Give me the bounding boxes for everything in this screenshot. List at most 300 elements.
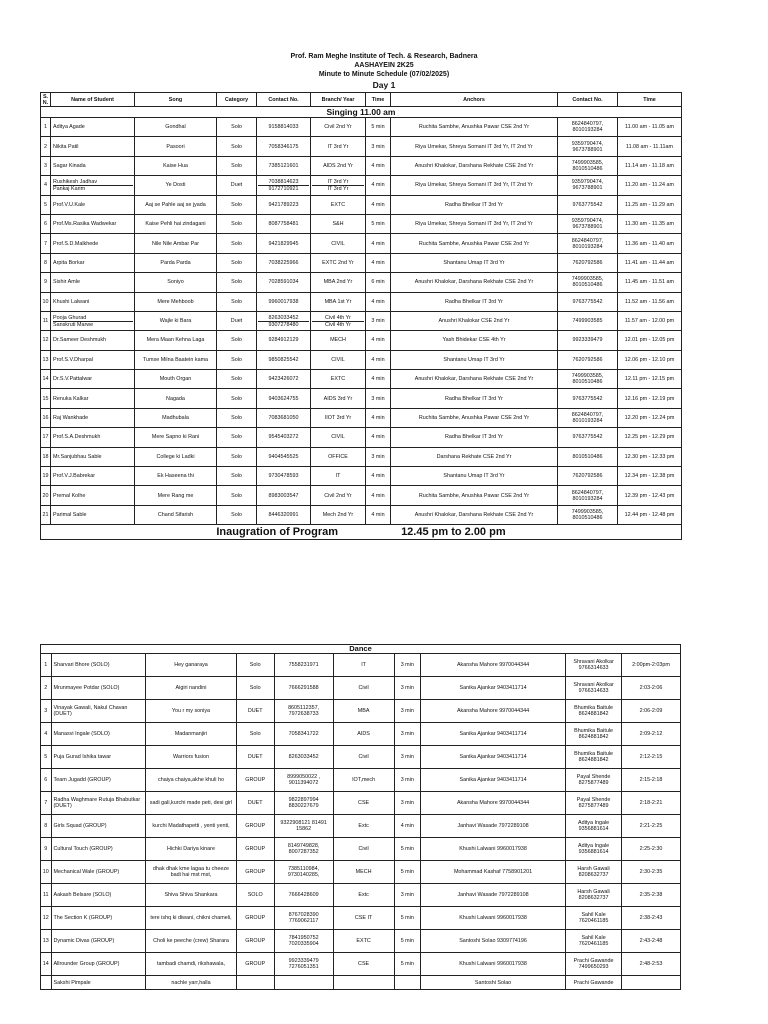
student-name: Nikita Patil — [51, 137, 135, 156]
student-name-line2: Sanskruti Marwe — [53, 321, 133, 328]
table-row — [41, 350, 682, 369]
contact-number: 7038225966 — [257, 253, 311, 272]
serial-number: 3 — [41, 156, 51, 175]
serial-number: 17 — [41, 428, 51, 447]
anchors: Riya Umekar, Shreya Somani IT 3rd Yr, IT 2nd Yr — [391, 176, 558, 195]
student-name: Mechanical Wale (GROUP) — [51, 861, 146, 884]
anchor-contact: Aditya Ingale 9356881614 — [566, 815, 622, 838]
anchors: Janhavi Wasade 7972289108 — [420, 815, 565, 838]
serial-number: 3 — [41, 700, 52, 723]
anchors: Khushi Lalwani 9960017938 — [420, 953, 565, 976]
category: Solo — [217, 273, 257, 292]
branch-year: Civil 2nd Yr — [311, 486, 366, 505]
category: Solo — [236, 723, 274, 746]
anchors: Ruchita Sambhe, Anushka Pawar CSE 2nd Yr — [391, 234, 558, 253]
contact-number: 7083681050 — [257, 408, 311, 427]
category: GROUP — [236, 907, 274, 930]
anchor-contact: 8624840797, 8010193284 — [558, 234, 618, 253]
table-row — [41, 838, 681, 861]
serial-number: 4 — [41, 176, 51, 195]
anchors: Radha Bhelkar IT 3rd Yr — [391, 292, 558, 311]
anchors: Sanika Ajankar 9403411714 — [420, 677, 565, 700]
anchor-contact: 8624840797, 8010193284 — [558, 408, 618, 427]
anchor-contact: 7620792586 — [558, 253, 618, 272]
contact-number: 9850825542 — [257, 350, 311, 369]
duration: 5 min — [394, 930, 420, 953]
anchor-contact: Prachi Gawande — [566, 976, 622, 990]
time-slot: 11.08 am - 11.11am — [618, 137, 682, 156]
anchor-contact: 8010510486 — [558, 447, 618, 466]
category: Solo — [217, 156, 257, 175]
branch-year: Civil — [333, 677, 394, 700]
branch-year-line2: Civil 4th Yr — [312, 321, 364, 328]
branch-year: MBA 2nd Yr — [311, 273, 366, 292]
time-slot: 11.52 am - 11.56 am — [618, 292, 682, 311]
time-slot: 12.25 pm - 12.29 pm — [618, 428, 682, 447]
anchors: Ruchita Sambhe, Anushka Pawar CSE 2nd Yr — [391, 118, 558, 137]
singing-schedule-table — [40, 92, 682, 540]
col-slot: Time — [618, 93, 682, 107]
category: Solo — [236, 677, 274, 700]
duration: 4 min — [366, 505, 391, 524]
student-name: Aditya Agade — [51, 118, 135, 137]
col-branch: Branch/ Year — [311, 93, 366, 107]
student-name: Arpita Borkar — [51, 253, 135, 272]
branch-year-line2: IT 3rd Yr — [312, 185, 364, 192]
col-category: Category — [217, 93, 257, 107]
anchors: Akansha Mahore 9970044344 — [420, 654, 565, 677]
col-sn: S. N. — [41, 93, 51, 107]
inauguration-label: Inaugration of Program — [216, 526, 338, 539]
song-title: College ki Ladki — [135, 447, 217, 466]
time-slot — [621, 976, 680, 990]
serial-number: 9 — [41, 273, 51, 292]
anchor-contact: 8624840797, 8010193284 — [558, 118, 618, 137]
anchor-contact: 7499903585, 8010510486 — [558, 370, 618, 389]
anchor-contact: 9359790474, 9673788901 — [558, 137, 618, 156]
duration: 5 min — [394, 953, 420, 976]
table-row — [41, 930, 681, 953]
time-slot: 2:35-2:38 — [621, 884, 680, 907]
branch-year: AIDS 2nd Yr — [311, 156, 366, 175]
category — [236, 976, 274, 990]
time-slot: 11.36 am - 11.40 am — [618, 234, 682, 253]
student-name: Team Jugadd (GROUP) — [51, 769, 146, 792]
category: DUET — [236, 746, 274, 769]
student-name: Parimal Sable — [51, 505, 135, 524]
student-name: Mr.Sanjubhau Sable — [51, 447, 135, 466]
student-name: Puja Gurad Ishika tawar — [51, 746, 146, 769]
table-row — [41, 907, 681, 930]
anchor-contact: 9763775542 — [558, 389, 618, 408]
category: Solo — [217, 408, 257, 427]
anchors: Shantanu Umap IT 3rd Yr — [391, 253, 558, 272]
duration: 3 min — [394, 677, 420, 700]
table-row — [41, 389, 682, 408]
table-row — [41, 861, 681, 884]
table-row — [41, 273, 682, 292]
anchor-contact: 9763775542 — [558, 428, 618, 447]
time-slot: 12.30 pm - 12.33 pm — [618, 447, 682, 466]
student-name: Allrounder Group (GROUP) — [51, 953, 146, 976]
serial-number: 14 — [41, 370, 51, 389]
branch-year-line1: IT 3rd Yr — [327, 178, 349, 185]
branch-year: IOT,mech — [333, 769, 394, 792]
contact-number: 7558231971 — [274, 654, 333, 677]
table-row — [41, 815, 681, 838]
student-name: Dr.S.V.Pattalwar — [51, 370, 135, 389]
table-header-row — [41, 93, 682, 107]
duration — [394, 976, 420, 990]
duration: 6 min — [366, 273, 391, 292]
time-slot: 12.20 pm - 12.24 pm — [618, 408, 682, 427]
table-row — [41, 118, 682, 137]
anchors: Darshana Rekhate CSE 2nd Yr — [391, 447, 558, 466]
contact-number: 9421829945 — [257, 234, 311, 253]
branch-year — [311, 311, 366, 330]
anchor-contact: 8624840797, 8010193284 — [558, 486, 618, 505]
duration: 4 min — [366, 428, 391, 447]
student-name-line2: Pankaj Karim — [53, 185, 133, 192]
contact-number: 9322908121 81491 15862 — [274, 815, 333, 838]
contact-number: 8263033452 — [274, 746, 333, 769]
branch-year-line1: Civil 4th Yr — [325, 314, 351, 321]
branch-year: AIDS — [333, 723, 394, 746]
branch-year — [333, 976, 394, 990]
anchors: Sanika Ajankar 9403411714 — [420, 746, 565, 769]
anchor-contact: Shravani Akolkar 9766314633 — [566, 677, 622, 700]
serial-number: 13 — [41, 350, 51, 369]
contact-number: 7841950752 7020335904 — [274, 930, 333, 953]
song-title: Hichki Dariya kinare — [146, 838, 237, 861]
contact-number — [257, 311, 311, 330]
student-name: Mrunmayee Potdar (SOLO) — [51, 677, 146, 700]
anchors: Khushi Lalwani 9960017938 — [420, 907, 565, 930]
duration: 3 min — [366, 137, 391, 156]
category: Solo — [217, 331, 257, 350]
branch-year: Mech 2nd Yr — [311, 505, 366, 524]
col-anchors: Anchors — [391, 93, 558, 107]
category: Solo — [236, 654, 274, 677]
table-row — [41, 505, 682, 524]
serial-number: 7 — [41, 234, 51, 253]
contact-number: 7058341722 — [274, 723, 333, 746]
serial-number: 14 — [41, 953, 52, 976]
song-title: tere ishq ki diwani, chikni chameli, — [146, 907, 237, 930]
table-row — [41, 654, 681, 677]
col-time: Time — [366, 93, 391, 107]
duration: 5 min — [394, 907, 420, 930]
student-name: Renuka Kalkar — [51, 389, 135, 408]
branch-year: MBA 1st Yr — [311, 292, 366, 311]
anchors: Sanika Ajankar 9403411714 — [420, 723, 565, 746]
song-title: Wajle ki Bara — [135, 311, 217, 330]
table-row — [41, 677, 681, 700]
anchor-contact: 9763775542 — [558, 195, 618, 214]
contact-number: 9158814033 — [257, 118, 311, 137]
contact-number: 8983003547 — [257, 486, 311, 505]
contact-number: 8999050022 , 9011394072 — [274, 769, 333, 792]
song-title: Aaj se Pahle aaj se jyada — [135, 195, 217, 214]
branch-year: IT 3rd Yr — [311, 137, 366, 156]
anchors: Anushri Khalokar CSE 2nd Yr — [391, 311, 558, 330]
table-row — [41, 331, 682, 350]
anchor-contact: Sahil Kale 7620461185 — [566, 930, 622, 953]
branch-year: Civil — [333, 746, 394, 769]
song-title: Choli ke peeche (crew) Sharara — [146, 930, 237, 953]
contact-number: 8087758481 — [257, 214, 311, 233]
song-title: Nagada — [135, 389, 217, 408]
student-name: Prof.S.A.Deshmukh — [51, 428, 135, 447]
song-title: Gondhal — [135, 118, 217, 137]
duration: 4 min — [366, 486, 391, 505]
time-slot: 11.30 am - 11.35 am — [618, 214, 682, 233]
category: GROUP — [236, 930, 274, 953]
time-slot: 2:30-2:35 — [621, 861, 680, 884]
song-title: kurchi Madathapetti , yenti yenti, — [146, 815, 237, 838]
anchor-contact: 9763775542 — [558, 292, 618, 311]
song-title: Tumse Milna Baatein kama — [135, 350, 217, 369]
student-name-line1: Pooja Ghurad — [53, 314, 87, 321]
anchor-contact: Bhumika Baitule 8624881842 — [566, 700, 622, 723]
category: Solo — [217, 467, 257, 486]
student-name: Vinayak Gawali, Nakul Chavan (DUET) — [51, 700, 146, 723]
category: Duet — [217, 176, 257, 195]
anchor-contact: Bhumika Baitule 8624881842 — [566, 746, 622, 769]
contact-number: 9545403272 — [257, 428, 311, 447]
anchors: Riya Umekar, Shreya Somani IT 3rd Yr, IT 2nd Yr — [391, 214, 558, 233]
col-anchor-contact: Contact No. — [558, 93, 618, 107]
serial-number: 12 — [41, 907, 52, 930]
category: Duet — [217, 311, 257, 330]
duration: 4 min — [366, 467, 391, 486]
student-name — [51, 311, 135, 330]
song-title: Hey ganaraya — [146, 654, 237, 677]
anchors: Santoshi Solao 9309774196 — [420, 930, 565, 953]
table-row — [41, 176, 682, 195]
category: Solo — [217, 195, 257, 214]
duration: 3 min — [394, 654, 420, 677]
category: Solo — [217, 505, 257, 524]
category: Solo — [217, 118, 257, 137]
category: Solo — [217, 370, 257, 389]
song-title: nachle yarr,halla — [146, 976, 237, 990]
contact-number: 7666291588 — [274, 677, 333, 700]
serial-number: 8 — [41, 815, 52, 838]
category: Solo — [217, 447, 257, 466]
serial-number: 20 — [41, 486, 51, 505]
anchors: Mohammad Kashaf 7758901201 — [420, 861, 565, 884]
category: Solo — [217, 234, 257, 253]
branch-year: MECH — [333, 861, 394, 884]
contact-number: 7385121601 — [257, 156, 311, 175]
song-title: Parda Parda — [135, 253, 217, 272]
branch-year: S&H — [311, 214, 366, 233]
anchor-contact: 7499903585 — [558, 311, 618, 330]
duration: 5 min — [366, 118, 391, 137]
duration: 3 min — [366, 311, 391, 330]
duration: 4 min — [366, 156, 391, 175]
contact-number-line2: 9307278480 — [258, 321, 309, 328]
student-name: Sharvari Bhore (SOLO) — [51, 654, 146, 677]
anchor-contact: Harsh Gawali 8208632737 — [566, 884, 622, 907]
serial-number: 15 — [41, 389, 51, 408]
dance-banner: Dance — [41, 645, 681, 654]
serial-number: 10 — [41, 292, 51, 311]
serial-number: 4 — [41, 723, 52, 746]
dance-schedule-table — [40, 644, 681, 990]
song-title: Soniyo — [135, 273, 217, 292]
table-row — [41, 408, 682, 427]
branch-year: MBA — [333, 700, 394, 723]
anchor-contact: Payal Shende 8275877489 — [566, 792, 622, 815]
branch-year: CSE IT — [333, 907, 394, 930]
student-name: Radha Waghmare Rutuja Bhabutkar (DUET) — [51, 792, 146, 815]
anchors: Anushri Khalokar, Darshana Rekhate CSE 2nd Yr — [391, 273, 558, 292]
anchor-contact: Aditya Ingale 9356881614 — [566, 838, 622, 861]
duration: 4 min — [366, 253, 391, 272]
contact-number: 8767028390 7769062117 — [274, 907, 333, 930]
category: GROUP — [236, 838, 274, 861]
inauguration-time: 12.45 pm to 2.00 pm — [401, 526, 506, 539]
contact-number: 7058346175 — [257, 137, 311, 156]
student-name: Sagar Kinada — [51, 156, 135, 175]
anchor-contact: Shravani Akolkar 9766314633 — [566, 654, 622, 677]
anchors: Yash Bhidekar CSE 4th Yr — [391, 331, 558, 350]
duration: 4 min — [366, 331, 391, 350]
serial-number: 1 — [41, 654, 52, 677]
contact-number: 9822897994 8830227679 — [274, 792, 333, 815]
duration: 4 min — [366, 350, 391, 369]
student-name — [51, 176, 135, 195]
category: Solo — [217, 253, 257, 272]
anchor-contact: 7499903585, 8010510486 — [558, 505, 618, 524]
branch-year: MECH — [311, 331, 366, 350]
col-song: Song — [135, 93, 217, 107]
anchors: Radha Bhelkar IT 3rd Yr — [391, 428, 558, 447]
anchors: Akansha Mahore 9970044344 — [420, 792, 565, 815]
student-name: Prof.S.V.Dharpal — [51, 350, 135, 369]
table-row — [41, 467, 682, 486]
song-title: Ye Dosti — [135, 176, 217, 195]
duration: 3 min — [394, 769, 420, 792]
category: Solo — [217, 428, 257, 447]
anchor-contact: 7499903585, 8010510486 — [558, 273, 618, 292]
anchors: Shantanu Umap IT 3rd Yr — [391, 350, 558, 369]
branch-year: CIVIL — [311, 234, 366, 253]
serial-number: 2 — [41, 677, 52, 700]
time-slot: 11.57 am - 12.00 pm — [618, 311, 682, 330]
singing-banner-row — [41, 107, 682, 118]
table-row — [41, 214, 682, 233]
student-name: Manasvi Ingale (SOLO) — [51, 723, 146, 746]
anchor-contact: 7620792586 — [558, 350, 618, 369]
category: GROUP — [236, 769, 274, 792]
contact-number: 9284912129 — [257, 331, 311, 350]
contact-number: 7028591034 — [257, 273, 311, 292]
song-title: Kaise Pehli hai zindagani — [135, 214, 217, 233]
song-title: Mouth Organ — [135, 370, 217, 389]
anchors: Ruchita Sambhe, Anushka Pawar CSE 2nd Yr — [391, 408, 558, 427]
anchor-contact: 9923339479 — [558, 331, 618, 350]
branch-year: IT — [311, 467, 366, 486]
duration: 5 min — [394, 861, 420, 884]
time-slot: 11.00 am - 11.05 am — [618, 118, 682, 137]
serial-number: 11 — [41, 311, 51, 330]
anchors: Akansha Mahore 9970044344 — [420, 700, 565, 723]
contact-number: 9730478593 — [257, 467, 311, 486]
student-name: Prof.S.D.Malkhede — [51, 234, 135, 253]
category: SOLO — [236, 884, 274, 907]
song-title: Pasoori — [135, 137, 217, 156]
table-row — [41, 976, 681, 990]
category: GROUP — [236, 953, 274, 976]
time-slot: 11.20 am - 11.24 am — [618, 176, 682, 195]
serial-number: 9 — [41, 838, 52, 861]
song-title: Mere Mehboob — [135, 292, 217, 311]
anchors: Santoshi Solao — [420, 976, 565, 990]
student-name: Prof.V.J.Babrekar — [51, 467, 135, 486]
contact-number: 8149749828, 8007287352 — [274, 838, 333, 861]
anchor-contact: 9359790474, 9673788901 — [558, 176, 618, 195]
contact-number: 9404545525 — [257, 447, 311, 466]
anchors: Ruchita Sambhe, Anushka Pawar CSE 2nd Yr — [391, 486, 558, 505]
time-slot: 12.16 pm - 12.19 pm — [618, 389, 682, 408]
col-contact: Contact No. — [257, 93, 311, 107]
song-title: Madanmanjiri — [146, 723, 237, 746]
anchor-contact: 7499903585, 8010510486 — [558, 156, 618, 175]
time-slot: 12.01 pm - 12.05 pm — [618, 331, 682, 350]
time-slot: 2:38-2:43 — [621, 907, 680, 930]
time-slot: 12.06 pm - 12.10 pm — [618, 350, 682, 369]
song-title: Mere Sapno ki Rani — [135, 428, 217, 447]
table-row — [41, 156, 682, 175]
serial-number: 6 — [41, 214, 51, 233]
anchors: Radha Bhelkar IT 3rd Yr — [391, 195, 558, 214]
duration: 3 min — [394, 700, 420, 723]
branch-year: CIVIL — [311, 428, 366, 447]
duration: 4 min — [366, 195, 391, 214]
contact-number-line2: 9172710921 — [258, 185, 309, 192]
duration: 3 min — [394, 746, 420, 769]
anchors: Shantanu Umap IT 3rd Yr — [391, 467, 558, 486]
anchors: Anushri Khalokar, Darshana Rekhate CSE 2nd Yr — [391, 370, 558, 389]
branch-year: CSE — [333, 953, 394, 976]
time-slot: 2:15-2:18 — [621, 769, 680, 792]
branch-year: EXTC — [311, 195, 366, 214]
time-slot: 2:09-2:12 — [621, 723, 680, 746]
event-title: AASHAYEIN 2K25 — [354, 62, 414, 69]
song-title: tambadi chamdi, rikshawala, — [146, 953, 237, 976]
branch-year — [311, 176, 366, 195]
branch-year: EXTC — [333, 930, 394, 953]
serial-number: 10 — [41, 861, 52, 884]
time-slot: 2:03-2:06 — [621, 677, 680, 700]
anchors: Radha Bhelkar IT 3rd Yr — [391, 389, 558, 408]
contact-number: 7666428609 — [274, 884, 333, 907]
student-name: Cultural Touch (GROUP) — [51, 838, 146, 861]
table-row — [41, 700, 681, 723]
duration: 4 min — [366, 292, 391, 311]
song-title: Warriors fusion — [146, 746, 237, 769]
day-label: Day 1 — [372, 80, 396, 90]
contact-number: 8605112357, 7972638733 — [274, 700, 333, 723]
table-row — [41, 723, 681, 746]
song-title: Chand Sifarish — [135, 505, 217, 524]
time-slot: 12.11 pm - 12.15 pm — [618, 370, 682, 389]
table-row — [41, 769, 681, 792]
song-title: Kaise Hua — [135, 156, 217, 175]
